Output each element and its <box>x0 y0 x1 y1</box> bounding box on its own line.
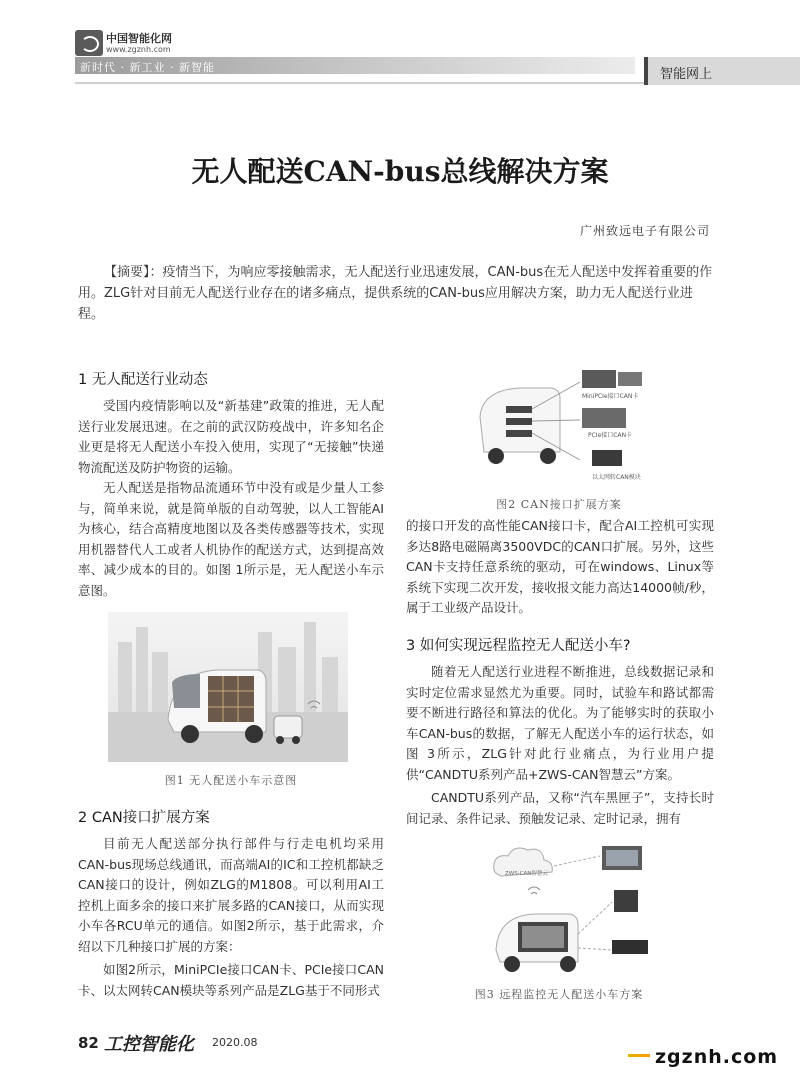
section-1-heading: 1 无人配送行业动态 <box>78 372 208 388</box>
section-3-paragraph-2: CANDTU系列产品，又称“汽车黑匣子”，支持长时间记录、条件记录、预触发记录、定时记录，拥有 <box>406 790 714 826</box>
figure-1-caption: 图1 无人配送小车示意图 <box>164 774 298 787</box>
article-title: 无人配送CAN-bus总线解决方案 <box>191 155 609 188</box>
slogan: 新时代 · 新工业 · 新智能 <box>80 61 215 74</box>
section-1-paragraph-2: 无人配送是指物品流通环节中没有或是少量人工参与，简单来说，就是简单版的自动驾驶，以人工智能AI为核心，结合高精度地图以及各类传感器等技术，实现用机器替代人工或者人机协作的配送方式，达到提高效率、减少成本的目的。如图 1所示是，无人配送小车示意图。 <box>78 480 384 598</box>
section-2-paragraph-1: 目前无人配送部分执行部件与行走电机均采用CAN-bus现场总线通讯，而高端AI的IC和工控机都缺乏CAN接口的设计，例如ZLG的M1808。可以利用AI工控机上面多余的接口来扩展多路的CAN接口，从而实现小车各RCU单元的通信。如图2所示，基于此需求，介绍以下几种接口扩展的方案： <box>78 836 384 954</box>
figure-3-image <box>476 838 676 980</box>
watermark: zgznh.com <box>655 1046 779 1068</box>
figure-3-cloud-label: ZWS-CAN智慧云 <box>505 871 548 877</box>
figure-3-caption: 图3 远程监控无人配送小车方案 <box>474 988 644 1001</box>
site-url: www.zgznh.com <box>106 45 171 54</box>
figure-2-label-3: 以太网转CAN模块 <box>592 474 641 481</box>
figure-1-image <box>108 612 348 762</box>
figure-2-label-2: PCIe接口CAN卡 <box>588 432 633 439</box>
page-number: 82 <box>78 1034 99 1052</box>
column-tab-marker <box>644 57 648 85</box>
section-3-heading: 3 如何实现远程监控无人配送小车? <box>406 638 631 654</box>
section-2-continuation: 的接口开发的高性能CAN接口卡，配合AI工控机可实现多达8路电磁隔离3500VDC的CAN口扩展。另外，这些CAN卡支持任意系统的驱动，可在windows、Linux等系统下实现二次开发，接收报文能力高达14000帧/秒，属于工业级产品设计。 <box>406 518 714 615</box>
section-2-paragraph-2: 如图2所示，MiniPCIe接口CAN卡、PCIe接口CAN卡、以太网转CAN模块等系列产品是ZLG基于不同形式 <box>78 962 384 998</box>
figure-2-label-1: MiniPCIe接口CAN卡 <box>582 393 639 400</box>
section-2-heading: 2 CAN接口扩展方案 <box>78 810 210 826</box>
article-author: 广州致远电子有限公司 <box>579 224 710 238</box>
watermark-stripe <box>628 1054 650 1057</box>
figure-2-image <box>470 362 670 490</box>
site-logo-icon <box>75 30 103 56</box>
site-name: 中国智能化网 <box>106 32 172 45</box>
column-label: 智能网上 <box>660 67 713 82</box>
article-abstract: 【摘要】：疫情当下，为响应零接触需求，无人配送行业迅速发展，CAN-bus在无人配送中发挥着重要的作用。ZLG针对目前无人配送行业存在的诸多痛点，提供系统的CAN-bus应用解决方案，助力无人配送行业进程。 <box>78 265 713 322</box>
section-3-paragraph-1: 随着无人配送行业进程不断推进，总线数据记录和实时定位需求显然尤为重要。同时，试验车和路试都需要不断进行路径和算法的优化。为了能够实时的获取小车CAN-bus的数据，了解无人配送小车的运行状态，如图 3所示，ZLG针对此行业痛点，为行业用户提供“CANDTU系列产品+ZWS-CAN智慧云”方案。 <box>406 664 714 782</box>
section-1-paragraph-1: 受国内疫情影响以及“新基建”政策的推进，无人配送行业发展迅速。在之前的武汉防疫战中，许多知名企业更是将无人配送小车投入使用，实现了“无接触”快递物流配送及防护物资的运输。 <box>78 398 384 475</box>
figure-2-caption: 图2 CAN接口扩展方案 <box>496 498 622 511</box>
issue-date: 2020.08 <box>212 1036 258 1049</box>
magazine-name: 工控智能化 <box>104 1034 194 1055</box>
